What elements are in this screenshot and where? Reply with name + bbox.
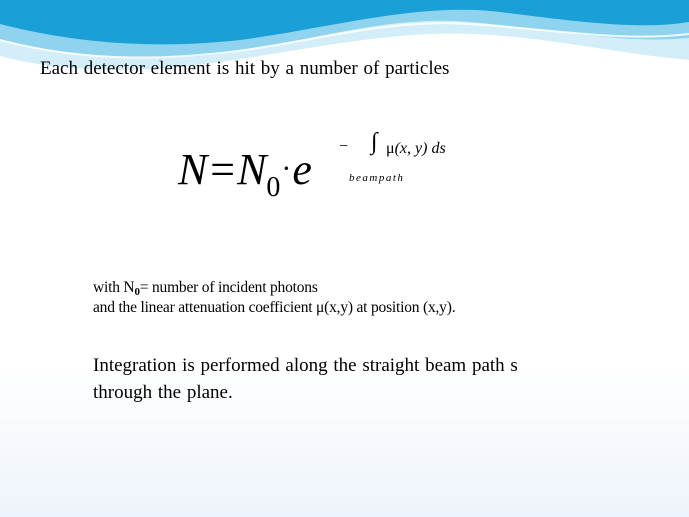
description-line-2: and the linear attenuation coefficient μ(x,y) at position (x,y). [93,299,456,316]
formula-base-subscript: 0 [266,172,281,203]
integration-note [93,352,518,406]
formula-equals: = [207,145,238,194]
formula-integrand [386,140,446,158]
integration-note-line-2: through the plane. [93,382,233,403]
formula-dot: · [281,152,292,185]
integration-note-line-1: Integration is performed along the straight beam path s [93,355,518,376]
formula-args: (x, y) [394,140,428,157]
formula-differential: ds [427,140,446,157]
formula-exponent-base: e [292,145,312,194]
description-prefix: with N [93,279,135,296]
formula-integral-sign: ∫ [371,129,378,155]
formula-lhs: N [178,145,208,194]
formula-description [93,278,455,318]
formula-base: N [237,145,267,194]
description-rest: = number of incident photons [139,279,318,296]
formula-exponent-sign: − [339,138,349,155]
formula-integral-limit: beampath [349,172,405,184]
attenuation-formula [178,128,478,208]
slide-heading: Each detector element is hit by a number of particles [40,58,450,79]
description-line-1 [93,278,455,298]
description-subscript: 0 [134,286,140,298]
formula-main [178,145,312,203]
formula-mu: μ [386,140,395,157]
